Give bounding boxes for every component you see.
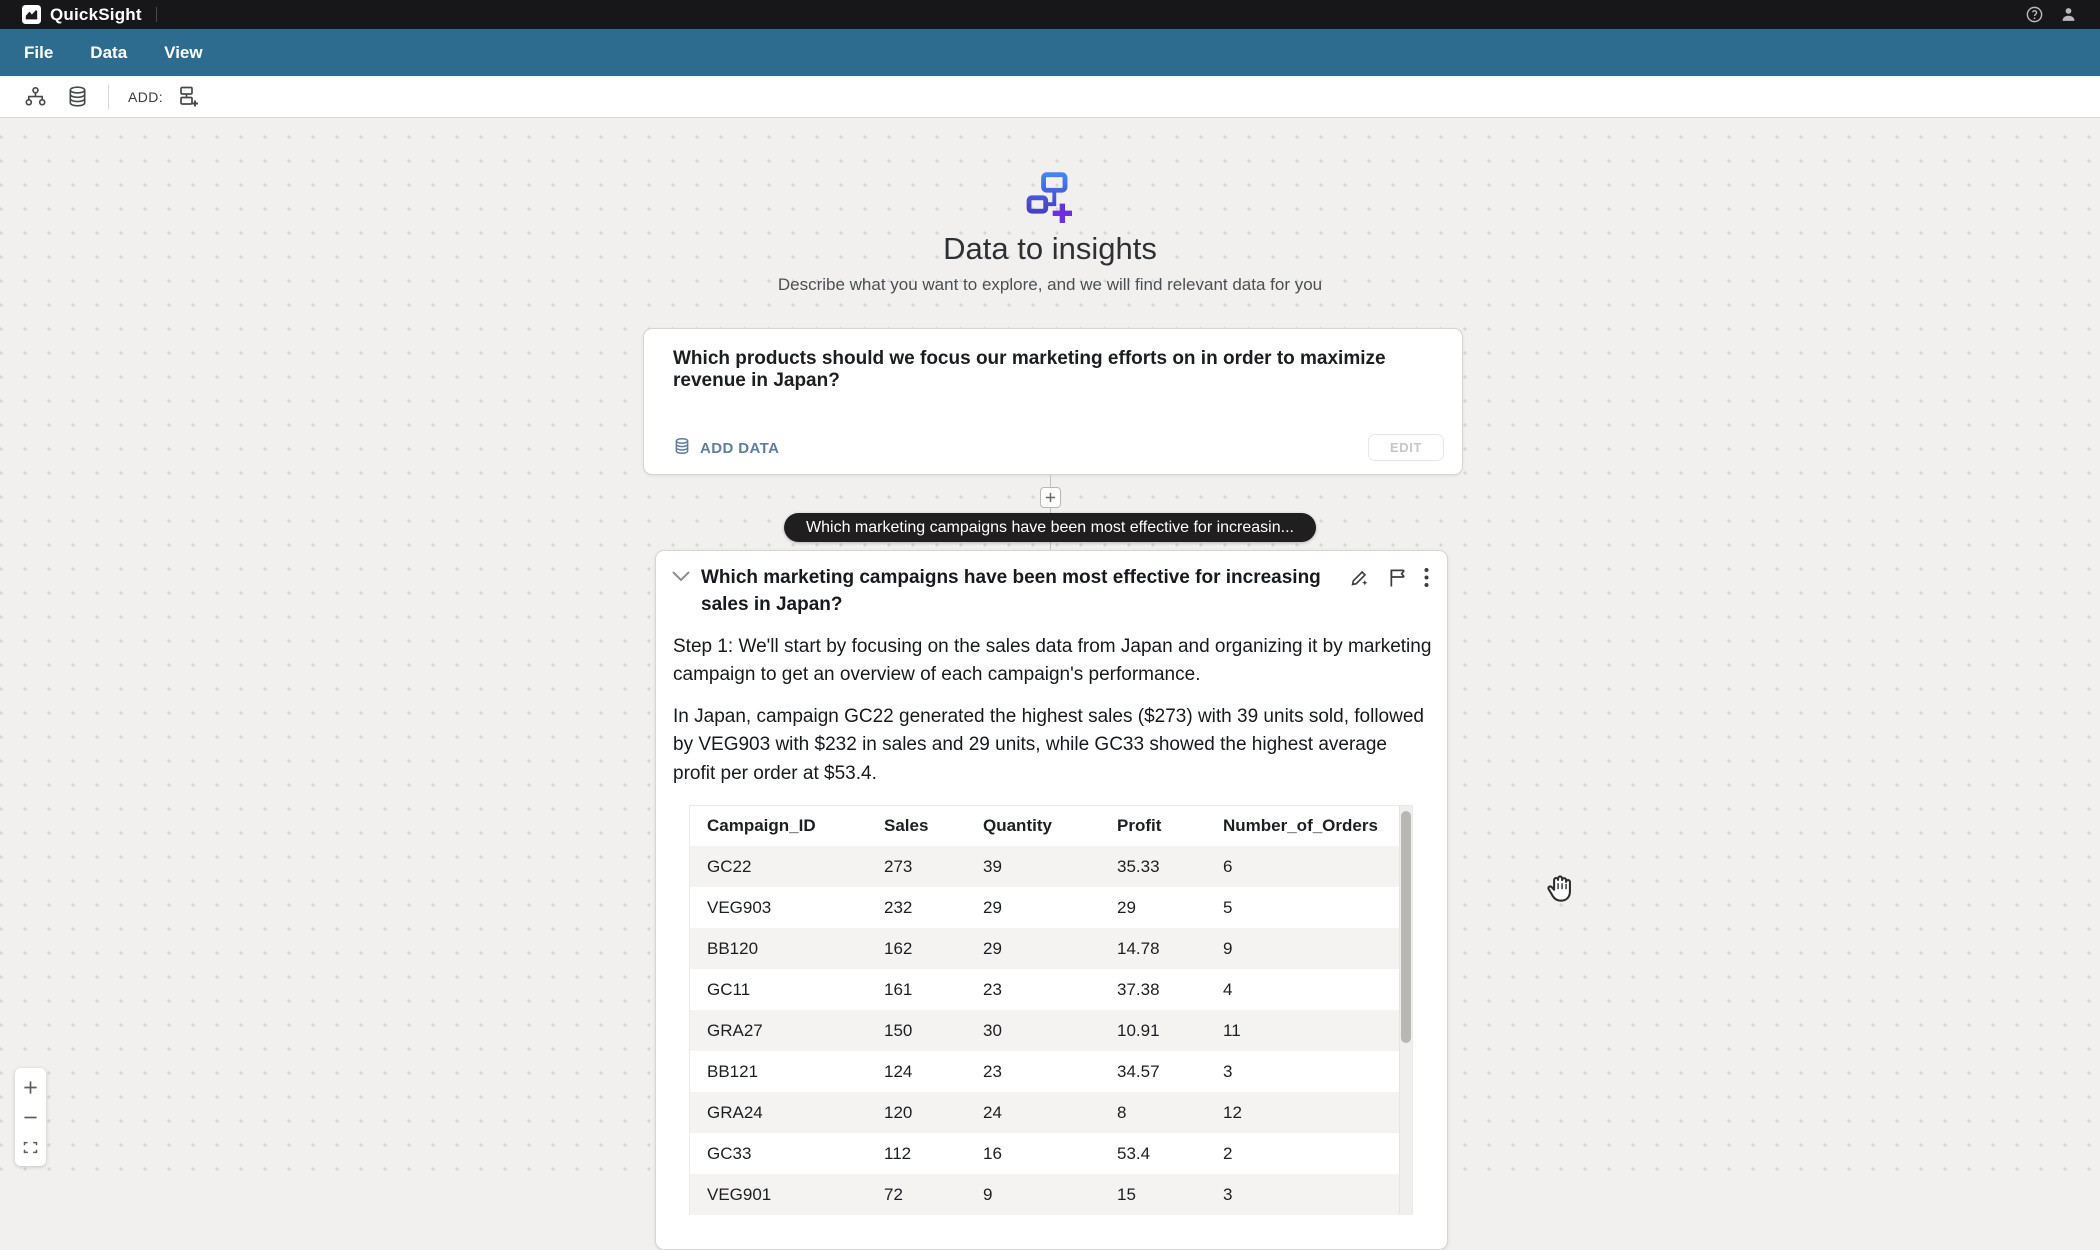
- canvas-zoom-controls: [15, 1068, 46, 1166]
- add-label: ADD:: [128, 88, 164, 105]
- canvas-toolbar: [0, 76, 2100, 118]
- answer-paragraph: In Japan, campaign GC22 generated the highest sales ($273) with 39 units sold, followed by VEG903 with $232 in sales and 29 units, while GC33 showed the highest average profit per order at $53.4.: [673, 705, 1424, 784]
- fit-screen-button[interactable]: [15, 1132, 46, 1162]
- table-cell: 37.38: [1117, 979, 1160, 999]
- table-cell: GC33: [707, 1143, 752, 1163]
- table-cell: 29: [983, 938, 1002, 958]
- column-header: Profit: [1117, 816, 1162, 836]
- table-cell: 53.4: [1117, 1143, 1151, 1163]
- table-cell: 120: [884, 1102, 913, 1122]
- table-cell: 30: [983, 1020, 1002, 1040]
- table-cell: 4: [1223, 979, 1233, 999]
- top-app-bar: [0, 0, 2100, 29]
- table-row[interactable]: [690, 846, 1412, 887]
- table-cell: 11: [1223, 1020, 1241, 1040]
- add-data-button[interactable]: [673, 437, 779, 459]
- table-cell: 273: [884, 856, 913, 876]
- answer-paragraph: Step 1: We'll start by focusing on the sales data from Japan and organizing it by marketing campaign to get an overview of each campaign's performance.: [673, 635, 1432, 686]
- question-text[interactable]: Which products should we focus our marketing efforts on in order to maximize revenue in Japan?: [673, 348, 1386, 391]
- table-cell: 2: [1223, 1143, 1233, 1163]
- database-icon: [673, 437, 691, 459]
- add-data-label: ADD DATA: [700, 439, 780, 457]
- menu-bar: [0, 29, 2100, 76]
- brand-title: QuickSight: [50, 4, 142, 24]
- table-scrollbar-track[interactable]: [1399, 806, 1412, 1215]
- add-node-icon[interactable]: [176, 85, 200, 109]
- table-cell: 5: [1223, 897, 1233, 917]
- topbar-divider: [156, 7, 157, 22]
- more-options-icon[interactable]: [1424, 567, 1429, 588]
- table-cell: GC22: [707, 856, 752, 876]
- table-cell: 124: [884, 1061, 913, 1081]
- edit-button[interactable]: EDIT: [1368, 434, 1444, 461]
- table-cell: 35.33: [1117, 856, 1160, 876]
- table-body: [690, 846, 1412, 1215]
- table-cell: GRA24: [707, 1102, 763, 1122]
- edit-with-ai-icon[interactable]: [1350, 567, 1371, 588]
- table-cell: 34.57: [1117, 1061, 1160, 1081]
- question-card[interactable]: [643, 328, 1463, 475]
- table-cell: 16: [983, 1143, 1002, 1163]
- table-cell: 112: [884, 1143, 912, 1163]
- answer-card-body: [656, 619, 1447, 1216]
- page-subtitle: Describe what you want to explore, and we will find relevant data for you: [777, 275, 1323, 294]
- flow-view-icon[interactable]: [24, 85, 47, 108]
- table-cell: 15: [1117, 1184, 1136, 1204]
- flow-canvas[interactable]: [0, 118, 2100, 1204]
- table-cell: 12: [1223, 1102, 1242, 1122]
- user-icon[interactable]: [2059, 5, 2078, 24]
- menu-file[interactable]: File: [24, 42, 54, 62]
- table-cell: 72: [884, 1184, 903, 1204]
- table-cell: 24: [983, 1102, 1002, 1122]
- table-cell: 3: [1223, 1184, 1233, 1204]
- table-row[interactable]: [690, 887, 1412, 928]
- datasets-icon[interactable]: [66, 85, 89, 108]
- collapse-chevron-icon[interactable]: [671, 569, 691, 587]
- table-cell: 23: [983, 1061, 1002, 1081]
- table-cell: 150: [884, 1020, 913, 1040]
- table-row[interactable]: [690, 1092, 1412, 1133]
- table-cell: 8: [1117, 1102, 1127, 1122]
- table-cell: 161: [884, 979, 913, 999]
- zoom-in-button[interactable]: [15, 1072, 46, 1102]
- table-cell: 9: [1223, 938, 1233, 958]
- help-icon[interactable]: [2025, 5, 2044, 24]
- table-row[interactable]: [690, 928, 1412, 969]
- table-row[interactable]: [690, 1133, 1412, 1174]
- answer-card[interactable]: [655, 550, 1448, 1250]
- table-row[interactable]: [690, 1010, 1412, 1051]
- zoom-out-button[interactable]: [15, 1102, 46, 1132]
- table-cell: GC11: [707, 979, 751, 999]
- campaign-table: [689, 805, 1413, 1215]
- table-header-row: [690, 806, 1412, 846]
- table-cell: VEG903: [707, 897, 772, 917]
- table-scrollbar-thumb[interactable]: [1401, 811, 1411, 1043]
- table-cell: BB120: [707, 938, 759, 958]
- answer-title: Which marketing campaigns have been most effective for increasing sales in Japan?: [701, 567, 1321, 615]
- answer-card-actions: [1350, 567, 1429, 588]
- table-cell: 6: [1223, 856, 1233, 876]
- suggestion-pill[interactable]: Which marketing campaigns have been most effective for increasin...: [784, 513, 1316, 542]
- column-header: Number_of_Orders: [1223, 816, 1378, 836]
- table-cell: 23: [983, 979, 1002, 999]
- table-cell: 232: [884, 897, 913, 917]
- column-header: Campaign_ID: [707, 816, 816, 836]
- table-cell: GRA27: [707, 1020, 763, 1040]
- data-to-insights-icon: [1026, 172, 1074, 235]
- flag-icon[interactable]: [1388, 567, 1407, 588]
- column-header: Quantity: [983, 816, 1052, 836]
- menu-view[interactable]: View: [164, 42, 203, 62]
- table-cell: 3: [1223, 1061, 1233, 1081]
- page-title: Data to insights: [943, 231, 1157, 266]
- menu-data[interactable]: Data: [90, 42, 128, 62]
- add-step-button[interactable]: [1040, 487, 1061, 508]
- table-cell: 162: [884, 938, 913, 958]
- grab-hand-cursor: [1541, 871, 1577, 912]
- table-cell: 29: [983, 897, 1002, 917]
- answer-card-header: [656, 551, 1447, 619]
- table-cell: 9: [983, 1184, 993, 1204]
- table-row[interactable]: [690, 1174, 1412, 1215]
- table-cell: 10.91: [1117, 1020, 1160, 1040]
- table-cell: BB121: [707, 1061, 759, 1081]
- table-cell: VEG901: [707, 1184, 772, 1204]
- table-cell: 14.78: [1117, 938, 1160, 958]
- table-cell: 29: [1117, 897, 1136, 917]
- column-header: Sales: [884, 816, 929, 836]
- table-row[interactable]: [690, 1051, 1412, 1092]
- table-row[interactable]: [690, 969, 1412, 1010]
- toolbar-divider: [108, 85, 109, 109]
- table-cell: 39: [983, 856, 1002, 876]
- quicksight-logo-icon[interactable]: [22, 5, 41, 24]
